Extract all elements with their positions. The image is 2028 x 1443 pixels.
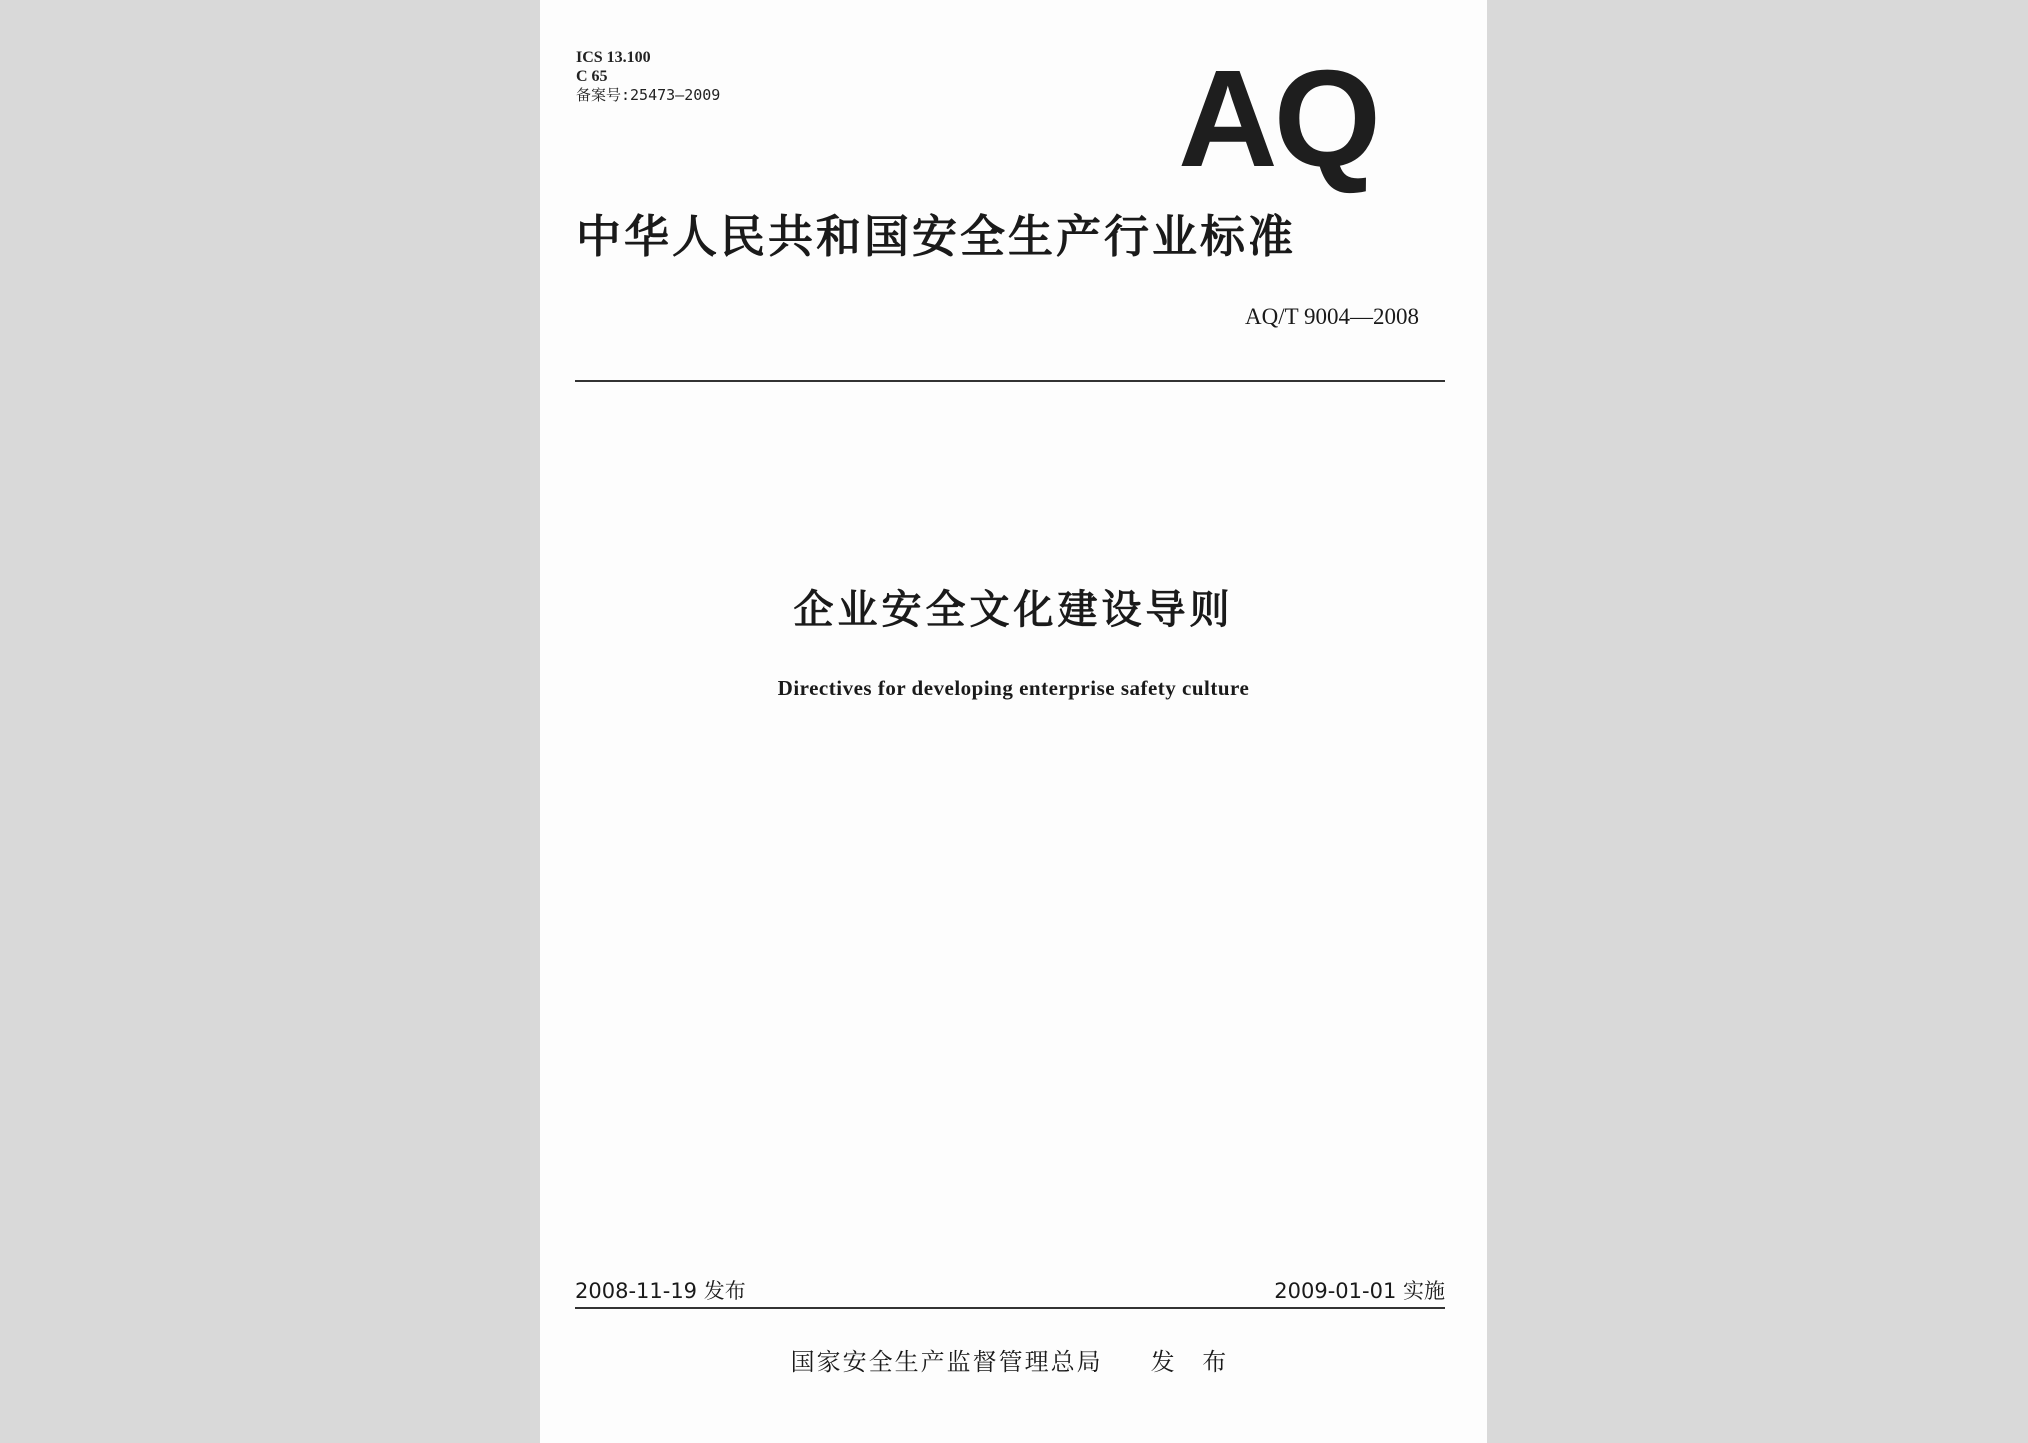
date-row <box>575 1275 1445 1307</box>
publisher-action: 发 布 <box>1150 1348 1237 1376</box>
release-date: 2008-11-19 发布 <box>575 1279 746 1303</box>
filing-number: 备案号:25473—2009 <box>576 86 721 104</box>
document-page <box>540 0 1487 1443</box>
standard-category: 中华人民共和国安全生产行业标准 <box>576 210 1297 263</box>
aq-logo: AQ <box>1178 42 1377 196</box>
publisher-name: 国家安全生产监督管理总局 <box>790 1348 1103 1376</box>
standard-number: AQ/T 9004—2008 <box>1245 304 1419 329</box>
classification-codes <box>576 48 720 105</box>
footer-divider <box>575 1307 1445 1309</box>
header-divider <box>575 380 1445 382</box>
publisher-line <box>540 1342 1487 1377</box>
ics-code: ICS 13.100 <box>576 49 651 66</box>
document-title: 企业安全文化建设导则 <box>793 587 1234 633</box>
document-subtitle: Directives for developing enterprise safety culture <box>777 676 1250 700</box>
implementation-date: 2009-01-01 实施 <box>1274 1279 1445 1303</box>
ccs-code: C 65 <box>576 68 608 85</box>
